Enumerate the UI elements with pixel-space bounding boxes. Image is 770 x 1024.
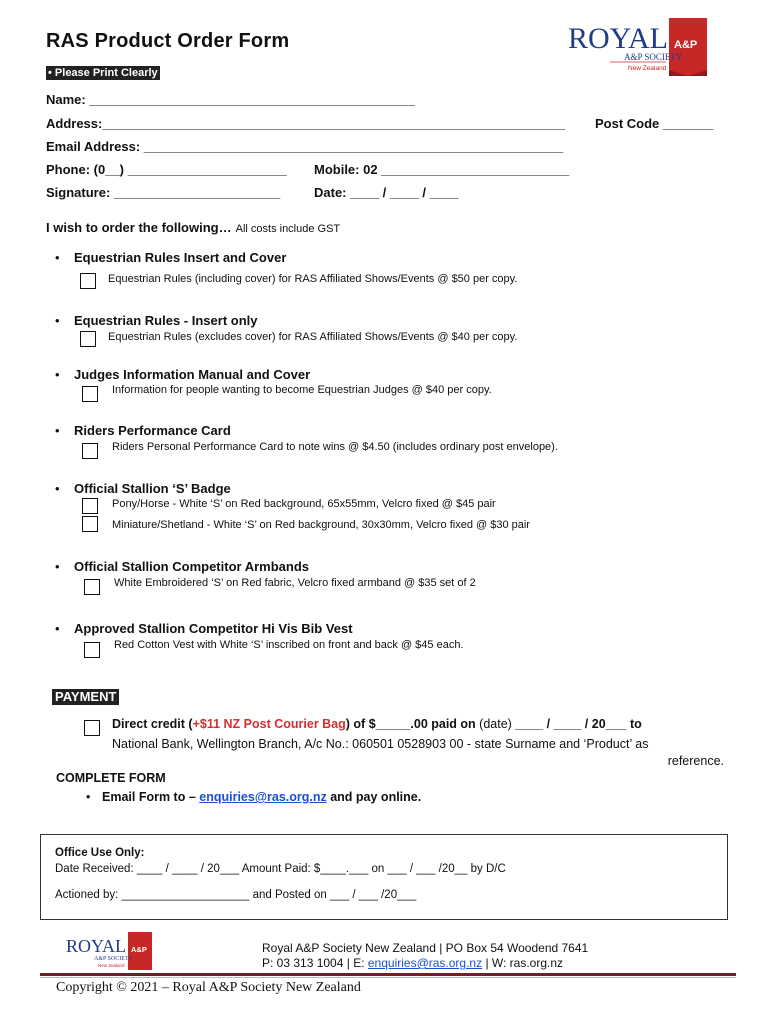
item-desc-judges-manual: Information for people wanting to become Equestrian Judges @ $40 per copy.: [112, 384, 492, 396]
office-use-box: [40, 834, 728, 920]
svg-text:New Zealand: New Zealand: [98, 963, 125, 968]
bank-reference: reference.: [667, 754, 724, 768]
address-field[interactable]: Address:________________________________________________________________: [46, 116, 566, 131]
checkbox-judges-manual[interactable]: [82, 386, 98, 402]
checkbox-armbands[interactable]: [84, 579, 100, 595]
checkbox-badge-miniature[interactable]: [82, 516, 98, 532]
office-use-title: Office Use Only:: [55, 847, 145, 859]
direct-credit-amount[interactable]: ) of $_____.00 paid on: [345, 717, 480, 731]
item-heading-judges-manual: • Judges Information Manual and Cover: [74, 367, 310, 382]
footer-divider: [40, 973, 736, 976]
logo-badge: A&P: [674, 39, 698, 51]
item-desc-badge-miniature: Miniature/Shetland - White ‘S’ on Red background, 30x30mm, Velcro fixed @ $30 pair: [112, 519, 530, 531]
signature-field[interactable]: Signature: _______________________: [46, 185, 281, 200]
item-desc-badge-pony-horse: Pony/Horse - White ‘S’ on Red background, 65x55mm, Velcro fixed @ $45 pair: [112, 498, 496, 510]
direct-credit-date[interactable]: ____ / ____ / 20___ to: [511, 717, 642, 731]
email-form-prefix: Email Form to –: [102, 790, 200, 804]
email-form-suffix: and pay online.: [326, 790, 422, 804]
logo-sub1: A&P SOCIETY: [624, 52, 683, 62]
item-heading-stallion-badge: • Official Stallion ‘S’ Badge: [74, 481, 231, 496]
checkbox-rules-cover[interactable]: [80, 273, 96, 289]
gst-note: All costs include GST: [235, 223, 341, 235]
svg-text:A&P: A&P: [131, 945, 147, 954]
item-desc-bib-vest: Red Cotton Vest with White ‘S’ inscribed on front and back @ $45 each.: [114, 639, 464, 651]
direct-credit-line: [112, 717, 642, 731]
post-code-field[interactable]: Post Code _______: [595, 116, 714, 131]
footer-email-link[interactable]: enquiries@ras.org.nz: [367, 956, 483, 970]
enquiries-email-link[interactable]: enquiries@ras.org.nz: [199, 790, 327, 804]
checkbox-badge-pony-horse[interactable]: [82, 498, 98, 514]
item-heading-rules-cover: • Equestrian Rules Insert and Cover: [74, 250, 286, 265]
complete-form-heading: COMPLETE FORM: [56, 771, 166, 785]
logo-word: ROYAL: [568, 22, 669, 55]
email-form-line: [102, 790, 421, 804]
svg-text:ROYAL: ROYAL: [66, 936, 127, 956]
logo-sub2: New Zealand: [628, 65, 667, 72]
phone-field[interactable]: Phone: (0__) ______________________: [46, 162, 287, 177]
payment-heading: PAYMENT: [52, 689, 119, 705]
item-desc-rules-insert: Equestrian Rules (excludes cover) for RAS Affiliated Shows/Events @ $40 per copy.: [108, 331, 518, 343]
checkbox-rules-insert[interactable]: [80, 331, 96, 347]
order-intro-text: I wish to order the following…: [46, 220, 232, 235]
order-intro: [46, 220, 340, 235]
svg-text:A&P SOCIETY: A&P SOCIETY: [94, 956, 133, 962]
item-heading-rules-insert: • Equestrian Rules - Insert only: [74, 313, 258, 328]
courier-bag-note: +$11 NZ Post Courier Bag: [192, 717, 346, 731]
item-heading-armbands: • Official Stallion Competitor Armbands: [74, 559, 309, 574]
footer-phone: P: 03 313 1004 | E:: [262, 956, 368, 970]
royal-society-logo: [566, 18, 710, 76]
office-actioned-line: Actioned by: ____________________ and Posted on ___ / ___ /20___: [55, 889, 417, 901]
footer-website: | W: ras.org.nz: [482, 956, 564, 970]
page-title: RAS Product Order Form: [46, 30, 290, 52]
item-desc-riders-card: Riders Personal Performance Card to note wins @ $4.50 (includes ordinary post envelope).: [112, 441, 558, 453]
direct-credit-label: Direct credit (: [112, 717, 193, 731]
checkbox-riders-card[interactable]: [82, 443, 98, 459]
checkbox-bib-vest[interactable]: [84, 642, 100, 658]
item-heading-bib-vest: • Approved Stallion Competitor Hi Vis Bib Vest: [74, 621, 353, 636]
mobile-field[interactable]: Mobile: 02 __________________________: [314, 162, 570, 177]
bank-details: National Bank, Wellington Branch, A/c No.: 060501 0528903 00 - state Surname and ‘Product’ as: [112, 737, 649, 751]
print-clearly-note: • Please Print Clearly: [48, 67, 158, 79]
item-desc-rules-cover: Equestrian Rules (including cover) for RAS Affiliated Shows/Events @ $50 per copy.: [108, 273, 518, 285]
office-date-received-line: Date Received: ____ / ____ / 20___ Amount Paid: $____.___ on ___ / ___ /20__ by D/C: [55, 863, 506, 875]
footer-divider-shadow: [40, 977, 736, 978]
copyright: Copyright © 2021 – Royal A&P Society New Zealand: [56, 980, 361, 995]
footer-contact: [262, 956, 563, 970]
item-desc-armbands: White Embroidered ‘S’ on Red fabric, Velcro fixed armband @ $35 set of 2: [114, 577, 476, 589]
footer-logo: [64, 932, 156, 970]
date-field[interactable]: Date: ____ / ____ / ____: [314, 185, 459, 200]
item-heading-riders-card: • Riders Performance Card: [74, 423, 231, 438]
email-address-field[interactable]: Email Address: __________________________________________________________: [46, 139, 564, 154]
footer-address: Royal A&P Society New Zealand | PO Box 54 Woodend 7641: [262, 941, 589, 955]
checkbox-direct-credit[interactable]: [84, 720, 100, 736]
name-field[interactable]: Name: _____________________________________________: [46, 92, 415, 107]
print-clearly-text: Please Print Clearly: [54, 67, 158, 79]
date-word: (date): [479, 717, 512, 731]
